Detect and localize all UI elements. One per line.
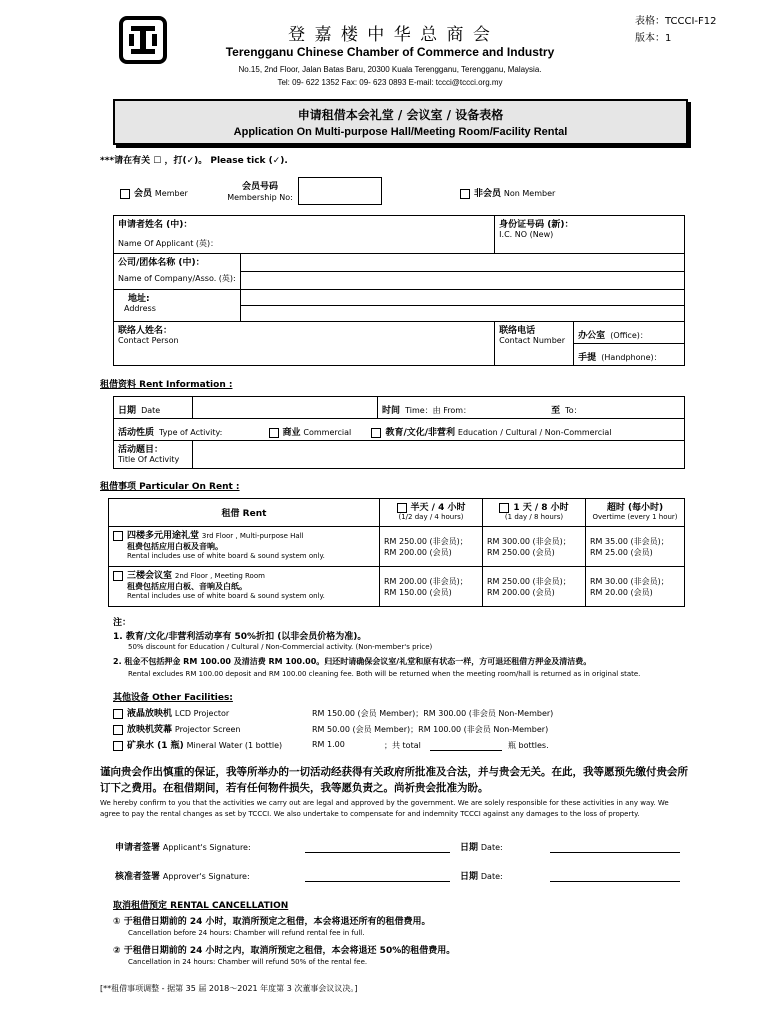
ic-cell[interactable]: 身份证号码 (新)： I.C. NO (New) bbox=[495, 216, 685, 254]
form-code: 表格：TCCCI-F12 bbox=[635, 16, 717, 27]
org-contact: Tel: 09- 622 1352 Fax: 09- 623 0893 E-mail: tccci@tccci.org.my bbox=[277, 78, 503, 87]
activity-title-field[interactable] bbox=[193, 441, 685, 469]
applicant-date-field[interactable] bbox=[550, 852, 680, 853]
screen-checkbox[interactable] bbox=[113, 725, 123, 735]
non-member-option[interactable]: 非会员 Non Member bbox=[460, 186, 555, 199]
hall-cell[interactable]: 四楼多元用途礼堂 3rd Floor , Multi-purpose Hall 租费包括应用白板及音响。 Rental includes use of white board & sound system only. bbox=[109, 527, 380, 567]
membership-no-label-cn: 会员号码 bbox=[241, 182, 278, 192]
date-label: 日期 Date bbox=[114, 397, 193, 419]
noncommercial-option[interactable]: 教育/文化/非营利 Education / Cultural / Non-Commercial bbox=[371, 428, 611, 438]
water-price: RM 1.00 bbox=[312, 740, 345, 749]
note-2-en: Rental excludes RM 100.00 deposit and RM 100.00 cleaning fee. Both will be returned when the meeting room/hall is returned as in original state. bbox=[128, 670, 641, 678]
note-2-cn: 2. 租金不包括押金 RM 100.00 及清洁费 RM 100.00。归还时请确保会议室/礼堂和原有状态一样，方可退还租借方押金及清洁费。 bbox=[113, 657, 592, 666]
membership-no-label-en: Membership No: bbox=[227, 193, 293, 202]
cancellation-heading: 取消租借预定 RENTAL CANCELLATION bbox=[113, 901, 289, 911]
org-name-en: Terengganu Chinese Chamber of Commerce and Industry bbox=[225, 45, 555, 59]
cancellation-2-cn: ② 于租借日期前的 24 小时之内，取消所预定之租借，本会将退还 50%的租借费用。 bbox=[113, 946, 456, 956]
noncommercial-checkbox[interactable] bbox=[371, 428, 381, 438]
water-total-field[interactable] bbox=[430, 750, 502, 751]
approver-signature-label: 核准者签署 Approver's Signature: bbox=[115, 872, 250, 882]
meeting-room-cell[interactable]: 三楼会议室 2nd Floor , Meeting Room 租费包括应用白板、音响及白纸。 Rental includes use of white board & sound system only. bbox=[109, 567, 380, 607]
applicant-signature-label: 申请者签署 Applicant's Signature: bbox=[115, 843, 251, 853]
contact-person-cell[interactable]: 联络人姓名： Contact Person bbox=[114, 322, 495, 366]
declaration-cn: 谨向贵会作出慎重的保证，我等所举办的一切活动经获得有关政府所批准及合法，并与贵会无关。在此，我等愿预先缴付贵会所订下之费用。在租借期间，若有任何物件损失，我等愿负责之。尚祈贵会批准为盼。 bbox=[100, 766, 688, 794]
company-cn-field[interactable] bbox=[240, 254, 684, 272]
rent-info-heading: 租借资料 Rent Information : bbox=[100, 380, 233, 390]
org-name-cn: 登 嘉 楼 中 华 总 商 会 bbox=[288, 25, 492, 45]
contact-number-cell[interactable] bbox=[574, 322, 685, 366]
declaration-en: We hereby confirm to you that the activities we carry out are legal and approved by the government. We are solely responsible for these activities in any way. We agree to pay the rental changes as set by TCCCI. We also undertake to compensate for and indemnity TCCCI against any damages to the loss of property. bbox=[100, 799, 669, 818]
full-day-header[interactable]: 1 天 / 8 小时 (1 day / 8 hours) bbox=[483, 499, 586, 527]
cancellation-1-en: Cancellation before 24 hours: Chamber will refund rental fee in full. bbox=[128, 929, 365, 937]
facility-water[interactable]: 矿泉水 (1 瓶) Mineral Water (1 bottle) bbox=[113, 738, 282, 751]
form-title-en: Application On Multi-purpose Hall/Meeting Room/Facility Rental bbox=[233, 126, 568, 138]
org-logo-icon bbox=[123, 20, 163, 60]
water-bottles-label: 瓶 bottles. bbox=[508, 741, 549, 750]
full-day-checkbox[interactable] bbox=[499, 503, 509, 513]
handphone-field[interactable]: 手提 (Handphone)： bbox=[578, 353, 662, 363]
other-facilities-heading: 其他设备 Other Facilities: bbox=[113, 693, 233, 703]
rent-table bbox=[108, 498, 685, 607]
notes-heading: 注： bbox=[113, 618, 132, 628]
half-day-header[interactable]: 半天 / 4 小时 (1/2 day / 4 hours) bbox=[380, 499, 483, 527]
approver-date-label: 日期 Date: bbox=[460, 872, 503, 882]
note-1-en: 50% discount for Education / Cultural / Non-Commercial activity. (Non-member's price) bbox=[128, 643, 433, 651]
org-address: No.15, 2nd Floor, Jalan Batas Baru, 20300 Kuala Terengganu, Terengganu, Malaysia. bbox=[238, 65, 542, 74]
commercial-checkbox[interactable] bbox=[269, 428, 279, 438]
commercial-option[interactable]: 商业 Commercial bbox=[269, 428, 352, 438]
address-label-cell: 地址: Address bbox=[114, 290, 241, 322]
form-title-cn: 申请租借本会礼堂 / 会议室 / 设备表格 bbox=[297, 108, 504, 122]
contact-number-label-cell: 联络电话 Contact Number bbox=[495, 322, 574, 366]
org-logo bbox=[119, 16, 167, 64]
activity-title-label: 活动题目： Title Of Activity bbox=[114, 441, 193, 469]
applicant-signature-field[interactable] bbox=[305, 852, 450, 853]
rent-row-meeting[interactable]: 三楼会议室 2nd Floor , Meeting Room 租费包括应用白板、音响及白纸。 Rental includes use of white board & sound system only. RM 200.00 (非会员)； RM 150.00 (会员) RM 250.00 (非会员)； RM 200.00 (会员) RM 30.00 (非会员)； RM 20.00 (会员) bbox=[109, 567, 685, 607]
non-member-checkbox[interactable] bbox=[460, 189, 470, 199]
form-title-box bbox=[113, 99, 688, 145]
overtime-header: 超时 (每小时) Overtime (every 1 hour) bbox=[586, 499, 685, 527]
lcd-price: RM 150.00 (会员 Member)；RM 300.00 (非会员 Non-Member) bbox=[312, 709, 554, 718]
water-total-label: ；共 total bbox=[384, 741, 421, 750]
company-label-en: Name of Company/Asso. (英): bbox=[114, 272, 241, 290]
applicant-table bbox=[113, 215, 685, 366]
rent-particular-heading: 租借事项 Particular On Rent : bbox=[100, 482, 240, 492]
activity-type-row: 活动性质 Type of Activity: 商业 Commercial 教育/文化/非营利 Education / Cultural / Non-Commercial bbox=[114, 419, 685, 441]
office-phone-field[interactable]: 办公室 (Office)： bbox=[574, 322, 684, 344]
footer-note: [**租借事项调整 - 据第 35 届 2018～2021 年度第 3 次董事会议议决。] bbox=[100, 984, 358, 993]
time-field[interactable]: 时间 Time：由 From： 至 To： bbox=[378, 397, 685, 419]
hall-checkbox[interactable] bbox=[113, 531, 123, 541]
company-label-cn: 公司/团体名称 (中)： bbox=[114, 254, 241, 272]
rent-info-table bbox=[113, 396, 685, 469]
facility-screen[interactable]: 放映机荧幕 Projector Screen bbox=[113, 722, 241, 735]
tick-instruction: ***请在有关 ☐ ，打(✓)。 Please tick (✓). bbox=[100, 156, 288, 166]
membership-no-field[interactable] bbox=[298, 177, 382, 205]
lcd-checkbox[interactable] bbox=[113, 709, 123, 719]
cancellation-1-cn: ① 于租借日期前的 24 小时，取消所预定之租借，本会将退还所有的租借费用。 bbox=[113, 917, 431, 927]
applicant-name-cell[interactable]: 申请者姓名 (中)： Name Of Applicant (英)： bbox=[114, 216, 495, 254]
approver-date-field[interactable] bbox=[550, 881, 680, 882]
member-option[interactable]: 会员 Member bbox=[120, 186, 188, 199]
approver-signature-field[interactable] bbox=[305, 881, 450, 882]
cancellation-2-en: Cancellation in 24 hours: Chamber will refund 50% of the rental fee. bbox=[128, 958, 368, 966]
company-en-field[interactable] bbox=[240, 272, 684, 290]
applicant-date-label: 日期 Date: bbox=[460, 843, 503, 853]
note-1-cn: 1. 教育/文化/非营利活动享有 50%折扣 (以非会员价格为准)。 bbox=[113, 632, 367, 642]
water-checkbox[interactable] bbox=[113, 741, 123, 751]
rent-row-hall[interactable]: 四楼多元用途礼堂 3rd Floor , Multi-purpose Hall 租费包括应用白板及音响。 Rental includes use of white board & sound system only. RM 250.00 (非会员)； RM 200.00 (会员) RM 300.00 (非会员)； RM 250.00 (会员) RM 35.00 (非会员)； RM 25.00 (会员) bbox=[109, 527, 685, 567]
facility-lcd[interactable]: 液晶放映机 LCD Projector bbox=[113, 706, 229, 719]
meeting-room-checkbox[interactable] bbox=[113, 571, 123, 581]
rent-col-header: 租借 Rent bbox=[109, 499, 380, 527]
member-checkbox[interactable] bbox=[120, 189, 130, 199]
screen-price: RM 50.00 (会员 Member)；RM 100.00 (非会员 Non-Member) bbox=[312, 725, 549, 734]
half-day-checkbox[interactable] bbox=[397, 503, 407, 513]
address-field[interactable] bbox=[240, 290, 684, 322]
form-version: 版本：1 bbox=[635, 33, 672, 44]
date-field[interactable] bbox=[193, 397, 378, 419]
